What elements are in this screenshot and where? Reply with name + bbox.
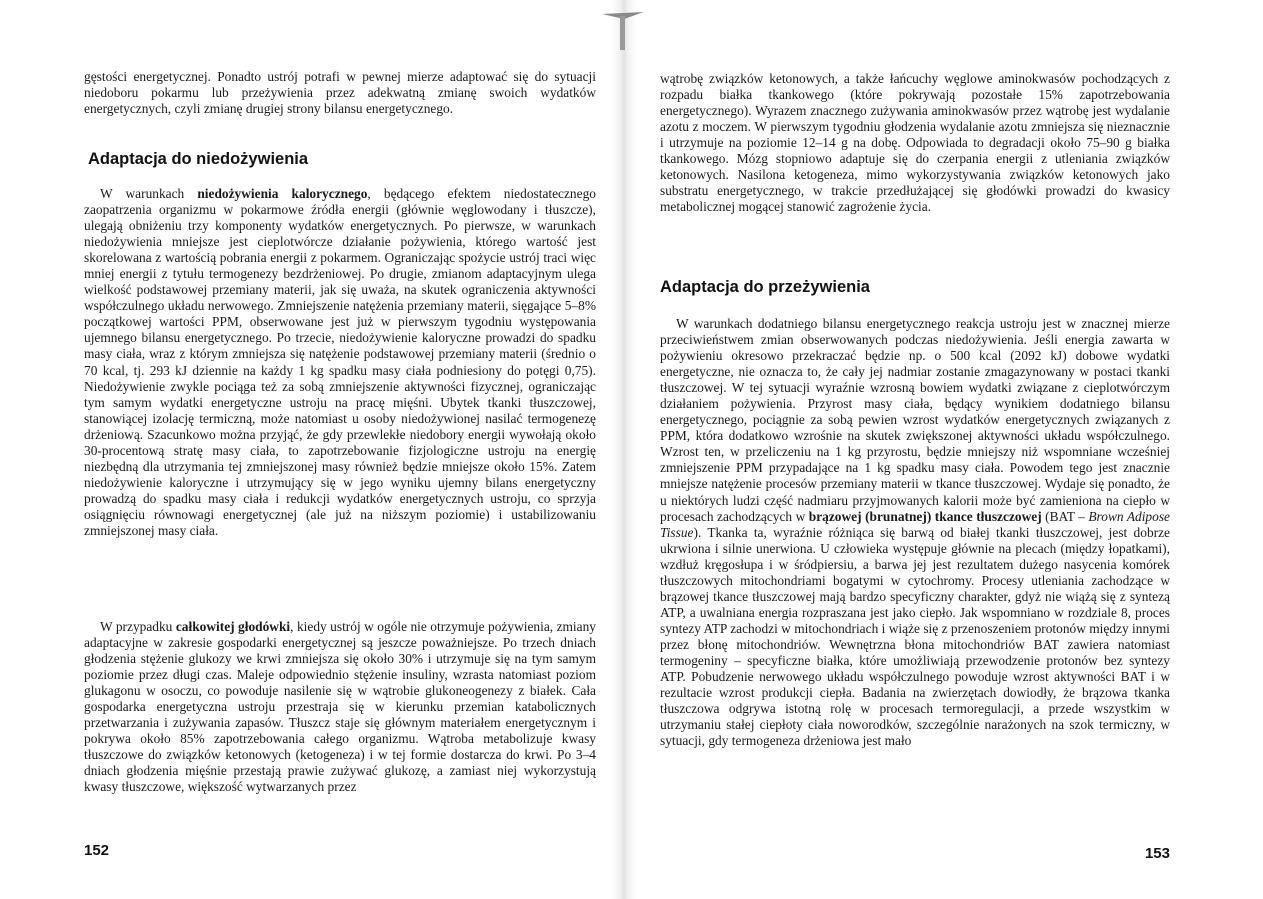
left-p1-rest: , będącego efektem niedostatecznego zaopatrzenia organizmu w pokarmowe źródła energii (głównie węglowodany i tłuszcze), ulegają obniżeniu trzy komponenty wydatków energetycznych. Po pierwsze, w warunkach niedożywienia mniejsze jest cieplotwórcze działanie pożywienia, którego wartość jest skorelowana z wartością pobrania energii z pokarmem. Ograniczając spożycie ustrój traci więc mniej energii z tytułu termogenezy bezdrżeniowej. Po drugie, zmianom adaptacyjnym ulega wielkość podstawowej przemiany materii, jak się uważa, na skutek ograniczenia aktywności współczulnego układu nerwowego. Zmniejszenie natężenia przemiany materii, sięgające 5–8% początkowej wartości PPM, obserwowane jest już w pierwszym tygodniu występowania ujemnego bilansu energetycznego. Po trzecie, niedożywienie kaloryczne prowadzi do spadku masy ciała, wraz z którym zmniejsza się natężenie podstawowej przemiany materii (średnio o 70 kcal, tj. 293 kJ dziennie na każdy 1 kg spadku masy ciała podniesiony do potęgi 0,75). Niedożywienie zwykle pociąga też za sobą zmniejszenie aktywności fizycznej, ograniczając tym samym wydatki energetyczne ustroju na pracę mięśni. Ubytek tkanki tłuszczowej, stanowiącej izolację termiczną, może natomiast u osoby niedożywionej nasilać termogenezę drżeniową. Szacunkowo można przyjąć, że gdy przewlekłe niedobory energii wywołają około 30-procentową stratę masy ciała, to zapotrzebowanie fizjologiczne ustroju na energię niezbędną dla utrzymania tej zmniejszonej masy również będzie mniejsze około 15%. Zatem niedożywienie kaloryczne i utrzymujący się w jego wyniku ujemny bilans energetyczny prowadzą do spadku masy ciała i redukcji wydatków energetycznych ustroju, co sprzyja osiągnięciu równowagi energetycznej (ale już na niższym poziomie) i ustabilizowaniu zmniejszonej masy ciała. xyxy=(84,186,596,538)
right-paragraph-1 xyxy=(660,316,1170,749)
left-paragraph-2 xyxy=(84,619,596,796)
left-p2-lead: W przypadku xyxy=(100,619,173,634)
right-section-heading: Adaptacja do przeżywienia xyxy=(660,278,870,296)
left-section-heading: Adaptacja do niedożywienia xyxy=(88,150,309,168)
left-p2-bold-term: całkowitej głodówki xyxy=(175,619,291,634)
left-p1-bold-term: niedożywienia kalorycznego xyxy=(197,186,368,201)
left-p1-lead: W warunkach xyxy=(100,186,185,201)
right-p1-part2: (BAT – xyxy=(1041,508,1089,524)
left-p2-rest: , kiedy ustrój w ogóle nie otrzymuje pożywienia, zmiany adaptacyjne w zakresie gospodarki energetycznej są jeszcze poważniejsze. Po trzech dniach głodzenia stężenie glukozy we krwi zmniejsza się około 30% i utrzymuje się na tym samym poziomie przez długi czas. Maleje odpowiednio stężenie insuliny, wzrasta natomiast poziom glukagonu w osoczu, co powoduje nasilenie się w wątrobie glukoneogenezy z białek. Cała gospodarka energetyczna ustroju przestraja się w kierunku przemian katabolicznych przetwarzania i zużywania zapasów. Tłuszcz staje się głównym materiałem energetycznym i pokrywa około 85% zapotrzebowania całego organizmu. Wątroba metabolizuje kwasy tłuszczowe do związków ketonowych (ketogeneza) i w tej formie dostarcza do krwi. Po 3–4 dniach głodzenia mięśnie przestają prawie zużywać glukozę, a zamiast niej wykorzystują kwasy tłuszczowe, większość wytwarzanych przez xyxy=(84,619,596,795)
right-intro-paragraph: wątrobę związków ketonowych, a także łańcuchy węglowe aminokwasów pochodzących z rozpadu białka tkankowego (które pokrywają pozostałe 15% zapotrzebowania energetycznego). Wyrazem znacznego zużywania aminokwasów przez wątrobę jest wydalanie azotu z moczem. W pierwszym tygodniu głodzenia wydalanie azotu zmniejsza się nieznacznie i utrzymuje na poziomie 12–14 g na dobę. Odpowiada to degradacji około 75–90 g białka tkankowego. Mózg stopniowo adaptuje się do czerpania energii z utleniania związków ketonowych. Nasilona ketogeneza, mimo wykorzystywania związków ketonowych jako substratu energetycznego, w trakcie przedłużającej się głodówki prowadzi do kwasicy metabolicznej mogącej stanowić zagrożenie życia. xyxy=(660,71,1170,215)
book-gutter xyxy=(612,0,636,899)
right-p1-italic-term: Brown Adipose Tissue xyxy=(660,508,1170,540)
binding-mark xyxy=(600,10,646,50)
left-intro-paragraph: gęstości energetycznej. Ponadto ustrój potrafi w pewnej mierze adaptować się do sytuacji niedoboru pokarmu lub przeżywienia przez adekwatną zmianę swoich wydatków energetycznych, czyli zmianę drugiej strony bilansu energetycznego. xyxy=(84,69,596,117)
right-page-number: 153 xyxy=(1144,845,1170,862)
right-p1-part1: W warunkach dodatniego bilansu energetycznego reakcja ustroju jest w znacznej mierze przeciwieństwem zmian obserwowanych podczas niedożywienia. Jeśli energia zawarta w pożywieniu okresowo przekraczać będzie np. o 500 kcal (2092 kJ) dobowe wydatki energetyczne, nie oznacza to, że cały jej nadmiar zostanie zmagazynowany w postaci tkanki tłuszczowej. W tej sytuacji wyraźnie wzrosną bowiem wydatki związane z cieplotwórczym działaniem pożywienia. Przyrost masy ciała, będący wynikiem dodatniego bilansu energetycznego, pociągnie za sobą pewien wzrost wydatków energetycznych związanych z PPM, która dodatkowo wzrośnie na skutek zwiększonej aktywności układu współczulnego. Wzrost ten, w przeliczeniu na 1 kg przyrostu, będzie mniejszy niż wspomniane wcześniej zmniejszenie PPM przypadające na 1 kg spadku masy ciała. Powodem tego jest znacznie mniejsze natężenie procesów przemiany materii w tkance tłuszczowej. Wydaje się ponadto, że u niektórych ludzi część nadmiaru przyjmowanych kalorii może być zamieniona na ciepło w procesach zachodzących w xyxy=(660,316,1170,524)
right-p1-part3: ). Tkanka ta, wyraźnie różniąca się barwą od białej tkanki tłuszczowej, jest dobrze ukrwiona i silnie unerwiona. U człowieka występuje głównie na plecach (między łopatkami), wzdłuż kręgosłupa i w śródpiersiu, a barwa jej jest rezultatem dużego nasycenia komórek tłuszczowych mitochondriami bogatymi w cytochromy. Procesy utleniania zachodzące w brązowej tkance tłuszczowej mają bardzo specyficzny charakter, gdyż nie wiążą się z syntezą ATP, a uwalniana energia rozpraszana jest jako ciepło. Jak wspomniano w rozdziale 8, proces syntezy ATP zachodzi w mitochondriach i wiąże się z przenoszeniem protonów między innymi przez błonę mitochondriów. Wewnętrzna błona mitochondriów BAT zawiera natomiast termogeniny – specyficzne białka, które umożliwiają przewodzenie protonów bez syntezy ATP. Pobudzenie nerwowego układu współczulnego powoduje wzrost aktywności BAT i w rezultacie wzrost produkcji ciepła. Badania na zwierzętach dowiodły, że brązowa tkanka tłuszczowa odgrywa istotną rolę w procesach termoregulacji, a przede wszystkim w utrzymaniu stałej ciepłoty ciała noworodków, szczególnie narażonych na szok termiczny, w sytuacji, gdy termogeneza drżeniowa jest mało xyxy=(660,524,1170,749)
left-paragraph-1 xyxy=(84,186,596,539)
left-page-number: 152 xyxy=(84,842,110,859)
right-p1-bold-term: brązowej (brunatnej) tkance tłuszczowej xyxy=(808,508,1042,524)
